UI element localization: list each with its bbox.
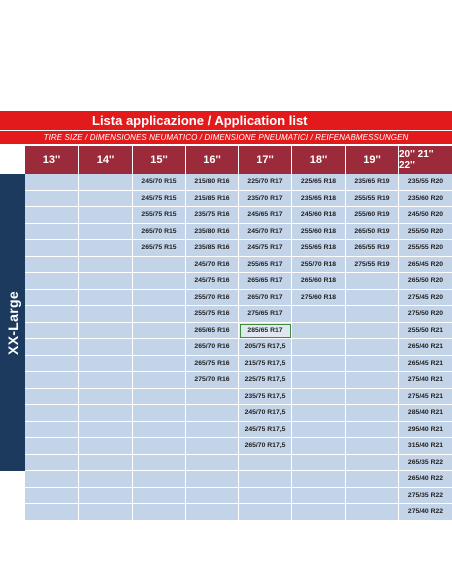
table-cell[interactable]: 245/70 R15 xyxy=(133,174,186,191)
table-cell[interactable] xyxy=(186,422,239,439)
table-cell[interactable] xyxy=(133,356,186,373)
table-cell[interactable] xyxy=(292,422,346,439)
table-cell[interactable]: 265/40 R22 xyxy=(399,471,452,488)
table-cell[interactable]: 285/65 R17 xyxy=(239,323,292,340)
table-cell[interactable]: 235/80 R16 xyxy=(186,224,239,241)
table-cell[interactable]: 255/70 R18 xyxy=(292,257,346,274)
table-cell[interactable] xyxy=(346,471,399,488)
table-cell[interactable] xyxy=(25,356,79,373)
table-cell[interactable] xyxy=(79,455,133,472)
application-table xyxy=(25,174,452,521)
table-cell[interactable] xyxy=(25,323,79,340)
table-cell[interactable] xyxy=(25,273,79,290)
table-cell[interactable]: 245/60 R18 xyxy=(292,207,346,224)
table-cell[interactable] xyxy=(346,438,399,455)
table-cell[interactable]: 235/65 R19 xyxy=(346,174,399,191)
table-row xyxy=(25,389,452,406)
table-cell[interactable]: 265/40 R21 xyxy=(399,339,452,356)
table-cell[interactable] xyxy=(79,257,133,274)
table-cell[interactable]: 235/60 R20 xyxy=(399,191,452,208)
table-cell[interactable] xyxy=(133,389,186,406)
table-cell[interactable]: 275/50 R20 xyxy=(399,306,452,323)
table-row xyxy=(25,455,452,472)
table-cell[interactable]: 215/80 R16 xyxy=(186,174,239,191)
table-cell[interactable] xyxy=(79,290,133,307)
table-cell[interactable]: 255/75 R15 xyxy=(133,207,186,224)
table-cell[interactable] xyxy=(346,372,399,389)
table-cell[interactable] xyxy=(25,257,79,274)
table-cell[interactable] xyxy=(25,306,79,323)
table-cell[interactable] xyxy=(79,339,133,356)
column-header: 19'' xyxy=(346,146,399,174)
table-cell[interactable]: 245/75 R16 xyxy=(186,273,239,290)
table-cell[interactable]: 265/70 R17,5 xyxy=(239,438,292,455)
table-cell[interactable]: 275/40 R21 xyxy=(399,372,452,389)
table-cell[interactable]: 245/50 R20 xyxy=(399,207,452,224)
table-cell[interactable] xyxy=(292,488,346,505)
table-cell[interactable]: 235/75 R16 xyxy=(186,207,239,224)
table-cell[interactable] xyxy=(292,438,346,455)
table-cell[interactable] xyxy=(79,191,133,208)
table-cell[interactable] xyxy=(292,323,346,340)
table-cell[interactable] xyxy=(133,257,186,274)
table-cell[interactable] xyxy=(79,389,133,406)
column-header: 16'' xyxy=(186,146,239,174)
table-row xyxy=(25,488,452,505)
table-cell[interactable]: 275/45 R20 xyxy=(399,290,452,307)
table-cell[interactable]: 245/70 R17 xyxy=(239,224,292,241)
table-cell[interactable] xyxy=(79,240,133,257)
table-cell[interactable] xyxy=(79,323,133,340)
table-row xyxy=(25,422,452,439)
table-cell[interactable]: 235/55 R20 xyxy=(399,174,452,191)
table-cell[interactable] xyxy=(346,488,399,505)
page-title: Lista applicazione / Application list xyxy=(0,111,452,130)
table-cell[interactable] xyxy=(79,405,133,422)
table-cell[interactable]: 255/55 R19 xyxy=(346,191,399,208)
table-cell[interactable] xyxy=(133,422,186,439)
table-cell[interactable] xyxy=(133,438,186,455)
table-cell[interactable] xyxy=(79,207,133,224)
table-cell[interactable] xyxy=(346,323,399,340)
table-cell[interactable] xyxy=(25,191,79,208)
table-cell[interactable] xyxy=(186,438,239,455)
table-row xyxy=(25,405,452,422)
table-cell[interactable] xyxy=(292,455,346,472)
table-cell[interactable]: 265/50 R20 xyxy=(399,273,452,290)
table-cell[interactable] xyxy=(346,290,399,307)
table-cell[interactable]: 215/75 R17,5 xyxy=(239,356,292,373)
table-cell[interactable]: 275/45 R21 xyxy=(399,389,452,406)
table-cell[interactable] xyxy=(25,455,79,472)
column-header: 13'' xyxy=(25,146,79,174)
table-cell[interactable] xyxy=(239,504,292,521)
table-cell[interactable]: 285/40 R21 xyxy=(399,405,452,422)
table-cell[interactable]: 225/65 R18 xyxy=(292,174,346,191)
column-header: 15'' xyxy=(133,146,186,174)
table-cell[interactable] xyxy=(25,207,79,224)
table-cell[interactable] xyxy=(79,504,133,521)
table-cell[interactable] xyxy=(79,306,133,323)
column-header: 17'' xyxy=(239,146,292,174)
table-cell[interactable]: 225/70 R17 xyxy=(239,174,292,191)
table-cell[interactable] xyxy=(133,504,186,521)
table-cell[interactable]: 235/85 R16 xyxy=(186,240,239,257)
table-row xyxy=(25,224,452,241)
table-cell[interactable]: 265/55 R19 xyxy=(346,240,399,257)
table-row xyxy=(25,273,452,290)
table-cell[interactable] xyxy=(25,405,79,422)
table-row xyxy=(25,339,452,356)
table-cell[interactable] xyxy=(239,471,292,488)
table-row xyxy=(25,257,452,274)
table-cell[interactable] xyxy=(292,306,346,323)
subtitle: TIRE SIZE / DIMENSIONES NEUMATICO / DIMENSIONE PNEUMATICI / REIFENABMESSUNGEN xyxy=(0,131,452,144)
table-cell[interactable]: 235/65 R18 xyxy=(292,191,346,208)
table-cell[interactable] xyxy=(133,488,186,505)
table-cell[interactable]: 245/70 R17,5 xyxy=(239,405,292,422)
table-cell[interactable]: 315/40 R21 xyxy=(399,438,452,455)
table-cell[interactable]: 245/75 R17,5 xyxy=(239,422,292,439)
table-cell[interactable] xyxy=(79,372,133,389)
table-cell[interactable]: 265/45 R20 xyxy=(399,257,452,274)
table-cell[interactable] xyxy=(133,405,186,422)
table-row xyxy=(25,504,452,521)
table-cell[interactable] xyxy=(239,488,292,505)
table-cell[interactable] xyxy=(25,174,79,191)
table-cell[interactable]: 275/55 R19 xyxy=(346,257,399,274)
table-row xyxy=(25,240,452,257)
table-cell[interactable] xyxy=(346,504,399,521)
table-cell[interactable] xyxy=(292,389,346,406)
table-cell[interactable]: 275/70 R16 xyxy=(186,372,239,389)
table-cell[interactable] xyxy=(133,306,186,323)
table-cell[interactable] xyxy=(346,339,399,356)
table-cell[interactable] xyxy=(186,455,239,472)
table-row xyxy=(25,323,452,340)
table-cell[interactable] xyxy=(186,389,239,406)
column-header: 18'' xyxy=(292,146,346,174)
table-cell[interactable] xyxy=(25,372,79,389)
table-cell[interactable] xyxy=(133,471,186,488)
table-cell[interactable]: 275/35 R22 xyxy=(399,488,452,505)
table-cell[interactable] xyxy=(25,339,79,356)
table-cell[interactable]: 265/75 R16 xyxy=(186,356,239,373)
table-cell[interactable]: 265/60 R18 xyxy=(292,273,346,290)
table-cell[interactable]: 265/45 R21 xyxy=(399,356,452,373)
table-cell[interactable] xyxy=(186,405,239,422)
table-cell[interactable] xyxy=(133,339,186,356)
table-cell[interactable]: 265/75 R15 xyxy=(133,240,186,257)
table-cell[interactable] xyxy=(133,372,186,389)
table-cell[interactable] xyxy=(186,488,239,505)
table-cell[interactable] xyxy=(346,405,399,422)
table-cell[interactable] xyxy=(25,224,79,241)
column-header: 20'' 21'' 22'' xyxy=(399,146,452,174)
table-cell[interactable]: 255/60 R18 xyxy=(292,224,346,241)
table-cell[interactable] xyxy=(25,290,79,307)
table-cell[interactable] xyxy=(292,471,346,488)
table-row xyxy=(25,174,452,191)
table-cell[interactable]: 295/40 R21 xyxy=(399,422,452,439)
table-row xyxy=(25,372,452,389)
column-header-row xyxy=(25,146,452,174)
table-row xyxy=(25,356,452,373)
table-cell[interactable] xyxy=(25,240,79,257)
table-cell[interactable]: 245/65 R17 xyxy=(239,207,292,224)
table-cell[interactable]: 255/75 R16 xyxy=(186,306,239,323)
table-cell[interactable] xyxy=(79,438,133,455)
table-cell[interactable] xyxy=(79,471,133,488)
size-category-label: XX-Large xyxy=(4,290,21,355)
table-cell[interactable]: 275/65 R17 xyxy=(239,306,292,323)
table-cell[interactable] xyxy=(292,339,346,356)
table-row xyxy=(25,191,452,208)
table-cell[interactable]: 265/70 R15 xyxy=(133,224,186,241)
table-cell[interactable]: 245/75 R15 xyxy=(133,191,186,208)
table-cell[interactable] xyxy=(133,290,186,307)
table-cell[interactable]: 245/70 R16 xyxy=(186,257,239,274)
table-row xyxy=(25,306,452,323)
table-cell[interactable] xyxy=(79,356,133,373)
table-cell[interactable]: 235/75 R17,5 xyxy=(239,389,292,406)
table-cell[interactable] xyxy=(79,174,133,191)
table-cell[interactable] xyxy=(79,273,133,290)
table-cell[interactable] xyxy=(25,438,79,455)
size-category-bar xyxy=(0,174,25,471)
table-cell[interactable]: 265/35 R22 xyxy=(399,455,452,472)
table-cell[interactable] xyxy=(25,422,79,439)
table-row xyxy=(25,471,452,488)
table-cell[interactable]: 265/70 R17 xyxy=(239,290,292,307)
table-cell[interactable]: 265/65 R17 xyxy=(239,273,292,290)
table-cell[interactable]: 255/50 R21 xyxy=(399,323,452,340)
table-cell[interactable] xyxy=(133,455,186,472)
table-cell[interactable] xyxy=(79,224,133,241)
table-cell[interactable] xyxy=(346,389,399,406)
table-cell[interactable] xyxy=(346,273,399,290)
table-cell[interactable]: 255/50 R20 xyxy=(399,224,452,241)
table-row xyxy=(25,290,452,307)
table-cell[interactable] xyxy=(25,471,79,488)
table-cell[interactable] xyxy=(25,488,79,505)
table-cell[interactable]: 255/55 R20 xyxy=(399,240,452,257)
table-cell[interactable]: 205/75 R17,5 xyxy=(239,339,292,356)
table-cell[interactable]: 265/50 R19 xyxy=(346,224,399,241)
table-cell[interactable]: 235/70 R17 xyxy=(239,191,292,208)
table-cell[interactable]: 255/65 R18 xyxy=(292,240,346,257)
table-cell[interactable]: 265/65 R16 xyxy=(186,323,239,340)
table-cell[interactable] xyxy=(292,372,346,389)
column-header: 14'' xyxy=(79,146,133,174)
table-cell[interactable] xyxy=(292,405,346,422)
table-cell[interactable] xyxy=(186,471,239,488)
table-cell[interactable] xyxy=(292,356,346,373)
table-cell[interactable] xyxy=(346,356,399,373)
table-cell[interactable]: 265/70 R16 xyxy=(186,339,239,356)
table-cell[interactable] xyxy=(186,504,239,521)
table-row xyxy=(25,438,452,455)
table-cell[interactable] xyxy=(239,455,292,472)
table-cell[interactable]: 275/40 R22 xyxy=(399,504,452,521)
table-cell[interactable] xyxy=(346,306,399,323)
table-cell[interactable] xyxy=(133,273,186,290)
table-cell[interactable]: 255/60 R19 xyxy=(346,207,399,224)
table-cell[interactable] xyxy=(346,422,399,439)
table-cell[interactable]: 245/75 R17 xyxy=(239,240,292,257)
table-cell[interactable] xyxy=(79,488,133,505)
table-row xyxy=(25,207,452,224)
table-cell[interactable]: 275/60 R18 xyxy=(292,290,346,307)
table-cell[interactable]: 255/70 R16 xyxy=(186,290,239,307)
table-cell[interactable]: 255/65 R17 xyxy=(239,257,292,274)
table-cell[interactable] xyxy=(79,422,133,439)
table-cell[interactable] xyxy=(292,504,346,521)
table-cell[interactable] xyxy=(25,389,79,406)
table-cell[interactable] xyxy=(346,455,399,472)
table-cell[interactable] xyxy=(133,323,186,340)
table-cell[interactable]: 225/75 R17,5 xyxy=(239,372,292,389)
table-cell[interactable] xyxy=(25,504,79,521)
table-cell[interactable]: 215/85 R16 xyxy=(186,191,239,208)
